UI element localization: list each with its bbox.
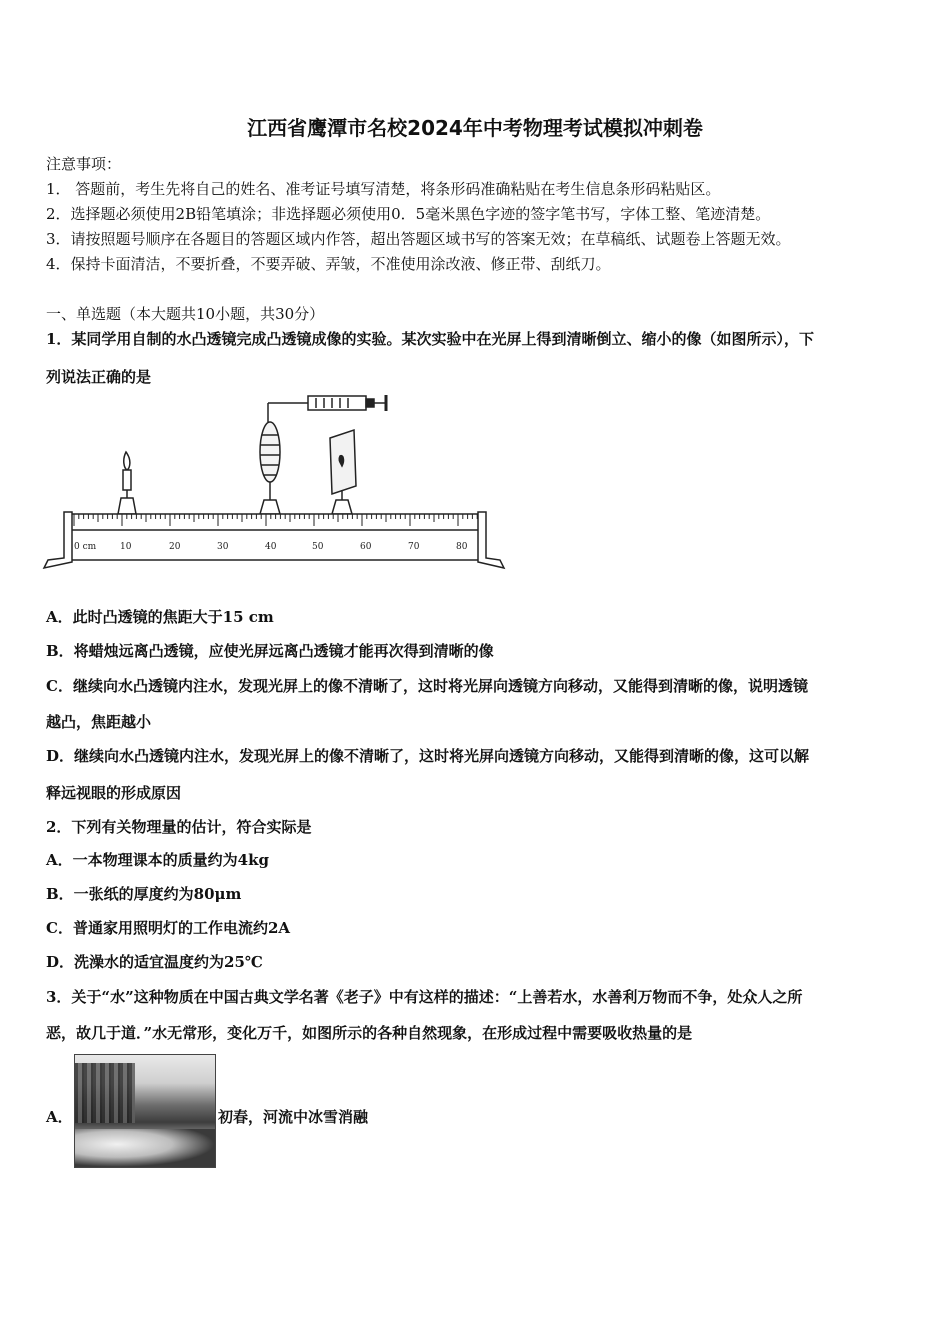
- q3-stem-line1: 3．关于“水”这种物质在中国古典文学名著《老子》中有这样的描述：“上善若水，水善利万物而不争，处众人之所: [46, 988, 803, 1006]
- ruler-label-40: 40: [265, 542, 277, 552]
- notice-item-4: 4．保持卡面清洁，不要折叠，不要弄破、弄皱，不准使用涂改液、修正带、刮纸刀。: [46, 255, 611, 273]
- q3-option-a-label: A．: [46, 1108, 73, 1126]
- ruler-bench: [44, 512, 504, 568]
- q1-option-d-line2: 释远视眼的形成原因: [46, 784, 182, 802]
- notice-item-2: 2．选择题必须使用2B铅笔填涂；非选择题必须使用0．5毫米黑色字迹的签字笔书写，字体工整、笔迹清楚。: [46, 205, 771, 223]
- ruler-label-50: 50: [312, 542, 324, 552]
- ruler-label-70: 70: [408, 542, 420, 552]
- water-lens-illustration: [260, 422, 280, 514]
- q2-option-a: A．一本物理课本的质量约为4kg: [46, 851, 269, 869]
- ruler-label-10: 10: [120, 542, 132, 552]
- candle-illustration: [118, 452, 136, 514]
- optical-bench-figure: [40, 390, 510, 580]
- ruler-label-20: 20: [169, 542, 181, 552]
- q2-stem: 2．下列有关物理量的估计，符合实际是: [46, 818, 312, 836]
- q1-option-c-line2: 越凸，焦距越小: [46, 713, 152, 731]
- q3-option-a-text: 初春，河流中冰雪消融: [218, 1108, 369, 1126]
- notice-heading: 注意事项：: [46, 155, 122, 173]
- q2-option-c: C．普通家用照明灯的工作电流约2A: [46, 919, 291, 937]
- ruler-label-80: 80: [456, 542, 468, 552]
- ruler-label-0: 0 cm: [74, 542, 97, 552]
- melting-ice-river-photo: [74, 1054, 216, 1168]
- page-title: 江西省鹰潭市名校2024年中考物理考试模拟冲刺卷: [247, 116, 703, 140]
- photo-trees: [75, 1063, 135, 1123]
- ruler-label-30: 30: [217, 542, 229, 552]
- q2-option-d: D．洗澡水的适宜温度约为25℃: [46, 953, 263, 971]
- q3-stem-line2: 恶，故几于道．”水无常形，变化万千，如图所示的各种自然现象，在形成过程中需要吸收热量的是: [46, 1024, 693, 1042]
- q1-option-a: A．此时凸透镜的焦距大于15 cm: [46, 608, 274, 626]
- syringe-illustration: [268, 395, 386, 422]
- notice-item-1: 1． 答题前，考生先将自己的姓名、准考证号填写清楚，将条形码准确粘贴在考生信息条形码粘贴区。: [46, 180, 721, 198]
- notice-item-3: 3．请按照题号顺序在各题目的答题区域内作答，超出答题区域书写的答案无效；在草稿纸、试题卷上答题无效。: [46, 230, 791, 248]
- photo-ice: [75, 1129, 215, 1167]
- q1-stem-line1: 1．某同学用自制的水凸透镜完成凸透镜成像的实验。某次实验中在光屏上得到清晰倒立、缩小的像（如图所示），下: [46, 330, 814, 348]
- q1-stem-line2: 列说法正确的是: [46, 368, 152, 386]
- ruler-label-60: 60: [360, 542, 372, 552]
- section-heading: 一、单选题（本大题共10小题，共30分）: [46, 305, 325, 323]
- q1-option-c-line1: C．继续向水凸透镜内注水，发现光屏上的像不清晰了，这时将光屏向透镜方向移动，又能得到清晰的像，说明透镜: [46, 677, 808, 695]
- q1-option-d-line1: D．继续向水凸透镜内注水，发现光屏上的像不清晰了，这时将光屏向透镜方向移动，又能得到清晰的像，这可以解: [46, 747, 810, 765]
- light-screen-illustration: [330, 430, 356, 514]
- q1-option-b: B．将蜡烛远离凸透镜，应使光屏远离凸透镜才能再次得到清晰的像: [46, 642, 494, 660]
- q2-option-b: B．一张纸的厚度约为80μm: [46, 885, 242, 903]
